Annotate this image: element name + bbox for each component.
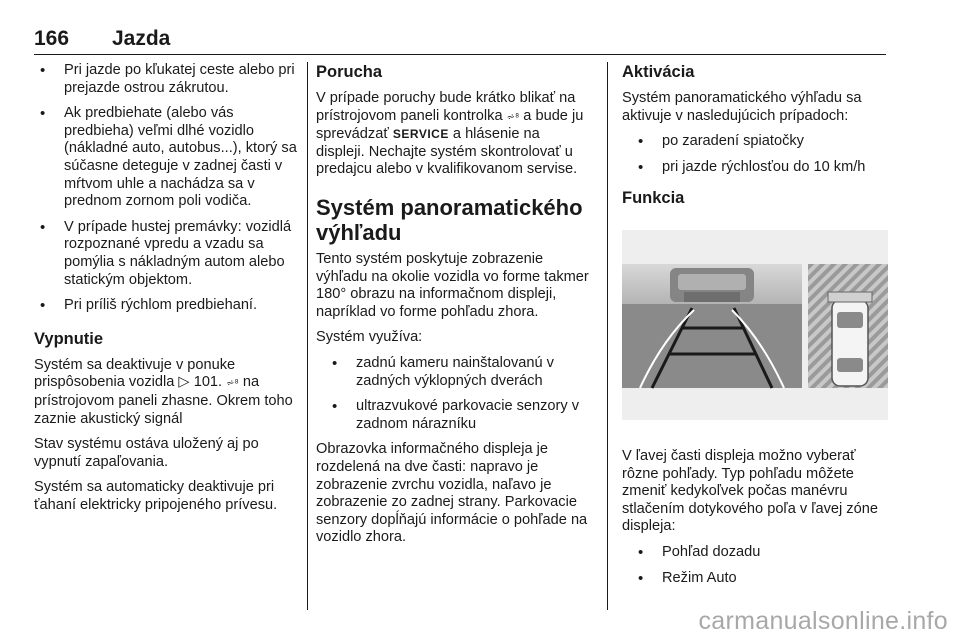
paragraph: Systém využíva: bbox=[316, 329, 423, 346]
paragraph: Systém panoramatického výhľadu sa aktivuje v nasledujúcich prípadoch: bbox=[622, 90, 862, 124]
blind-spot-warning-icon: ⩫⁸ bbox=[506, 111, 520, 123]
paragraph: Obrazovka informačného displeja je rozdelená na dve časti: napravo je zobrazenie zvrchu vozidla, naľavo je zobrazenie zo zadnej strany. Parkovacie senzory dopĺňajú informácie o pohľade na vozidlo zhora. bbox=[316, 441, 588, 546]
list-item: • Režim Auto bbox=[622, 570, 888, 588]
page-reference-link[interactable]: 101. bbox=[193, 374, 223, 391]
section-heading-aktivacia: Aktivácia bbox=[622, 63, 695, 81]
column-divider bbox=[607, 62, 608, 610]
list-item: • Pohľad dozadu bbox=[622, 544, 888, 562]
column-right bbox=[622, 62, 888, 595]
paragraph: V ľavej časti displeja možno vyberať rôzne pohľady. Typ pohľadu môžete zmeniť kedykoľvek počas manévru stlačením dotykového poľa v ľavej zóne displeja: bbox=[622, 447, 878, 535]
paragraph: Tento systém poskytuje zobrazenie výhľadu na okolie vozidla vo forme takmer 180° obrazu na informačnom displeji, napríklad vo forme pohľadu zhora. bbox=[316, 250, 589, 320]
paragraph: Stav systému ostáva uložený aj po vypnutí zapaľovania. bbox=[34, 436, 259, 470]
section-heading-porucha: Porucha bbox=[316, 63, 383, 81]
column-divider bbox=[307, 62, 308, 610]
bullet-list bbox=[316, 355, 592, 433]
triangle-right-icon: ▷ bbox=[178, 374, 190, 391]
list-item: • po zaradení spiatočky bbox=[622, 133, 888, 151]
panoramic-view-illustration bbox=[622, 230, 888, 420]
page-header bbox=[34, 28, 886, 55]
paragraph: Systém sa deaktivuje v ponuke prispôsobenia vozidla ▷ 101. ⩫⁸ na prístrojovom paneli zhasne. Okrem toho zaznie akustický signál bbox=[34, 356, 293, 427]
column-left bbox=[34, 62, 300, 522]
list-item: • Pri príliš rýchlom predbiehaní. bbox=[34, 297, 300, 315]
list-item: • zadnú kameru nainštalovanú v zadných výklopných dverách bbox=[316, 355, 592, 390]
list-item: • V prípade hustej premávky: vozidlá rozpoznané vpredu a vzadu sa pomýlia s nákladným autom alebo statickým objektom. bbox=[34, 219, 300, 289]
rear-camera-view bbox=[622, 264, 802, 388]
bullet-list bbox=[622, 133, 888, 176]
bullet-list bbox=[622, 544, 888, 587]
paragraph: Systém sa automaticky deaktivuje pri ťahaní elektricky pripojeného prívesu. bbox=[34, 479, 278, 513]
section-heading-funkcia: Funkcia bbox=[622, 189, 685, 208]
chapter-title: Jazda bbox=[112, 27, 171, 50]
bullet-list bbox=[34, 62, 300, 315]
paragraph: V prípade poruchy bude krátko blikať na prístrojovom paneli kontrolka ⩫⁸ a bude ju sprevádzať SERVICE a hlásenie na displeji. Nechajte systém skontrolovať u predajcu alebo v kvalifikovanom servise. bbox=[316, 90, 584, 178]
list-item: • Pri jazde po kľukatej ceste alebo pri prejazde ostrou zákrutou. bbox=[34, 62, 300, 97]
column-middle bbox=[316, 62, 592, 555]
section-title: Systém panoramatického výhľadu bbox=[316, 194, 583, 245]
section-heading-vypnutie: Vypnutie bbox=[34, 329, 104, 348]
list-item: • pri jazde rýchlosťou do 10 km/h bbox=[622, 159, 888, 177]
list-item: • ultrazvukové parkovacie senzory v zadnom nárazníku bbox=[316, 398, 592, 433]
list-item: • Ak predbiehate (alebo vás predbieha) veľmi dlhé vozidlo (nákladné auto, autobus...), ktorý sa súčasne deteguje v zadnej časti v mŕtvom uhle a nachádza sa v prednom zornom poli vodiča. bbox=[34, 105, 300, 211]
page-number: 166 bbox=[34, 27, 70, 50]
watermark: carmanualsonline.info bbox=[698, 607, 948, 635]
blind-spot-warning-icon: ⩫⁸ bbox=[226, 378, 239, 390]
top-view bbox=[808, 264, 888, 388]
service-indicator: SERVICE bbox=[392, 127, 449, 142]
